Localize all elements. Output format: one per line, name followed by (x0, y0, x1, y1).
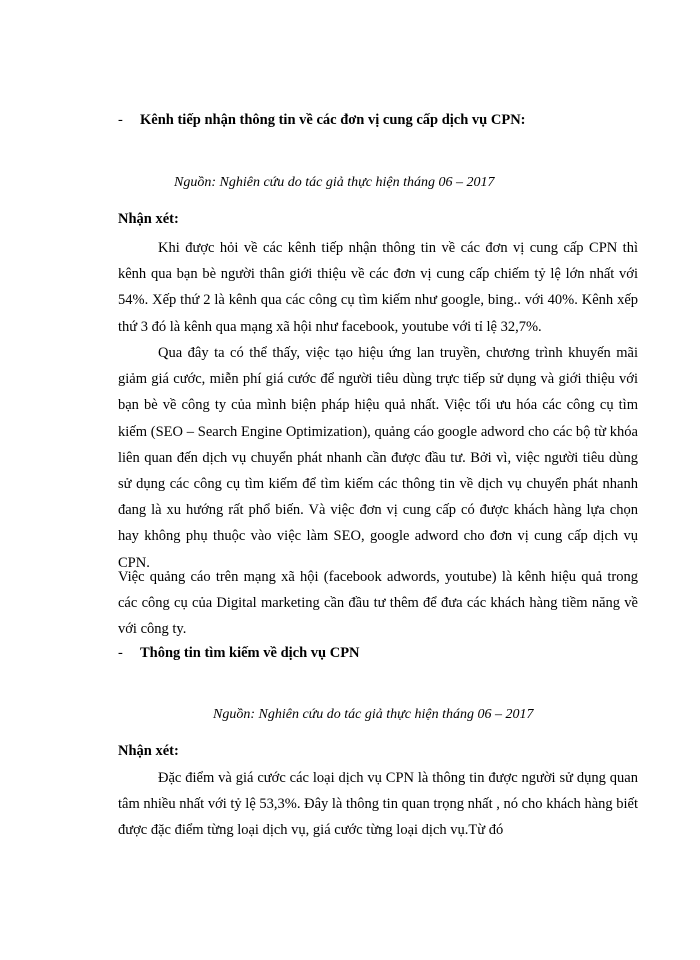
section-heading-search-info (118, 645, 360, 662)
paragraph-text: Qua đây ta có thể thấy, việc tạo hiệu ứng lan truyền, chương trình khuyến mãi giảm giá cước, miễn phí giá cước để người tiêu dùng trực tiếp sử dụng và giới thiệu với bạn bè về công ty của mình biện pháp hiệu quả nhất. Việc tối ưu hóa các công cụ tìm kiếm (SEO – Search Engine Optimization), quảng cáo google adword cho các bộ từ khóa liên quan đến dịch vụ chuyển phát nhanh cần được đầu tư. Bởi vì, việc người tiêu dùng sử dụng các công cụ tìm kiếm để tìm kiếm các thông tin về dịch vụ chuyển phát nhanh đang là xu hướng rất phổ biến. Và việc đơn vị cung cấp có được khách hàng lựa chọn hay không phụ thuộc vào việc làm SEO, google adword cho đơn vị cung cấp dịch vụ CPN. (118, 345, 638, 571)
section-heading-channels (118, 112, 526, 129)
remark-label: Nhận xét: (118, 211, 179, 227)
section-heading-text: Thông tin tìm kiếm về dịch vụ CPN (140, 645, 360, 661)
bullet-dash: - (118, 645, 123, 661)
source-caption: Nguồn: Nghiên cứu do tác giả thực hiện tháng 06 – 2017 (213, 707, 534, 722)
source-caption: Nguồn: Nghiên cứu do tác giả thực hiện tháng 06 – 2017 (174, 175, 495, 190)
paragraph-text: Khi được hỏi về các kênh tiếp nhận thông tin về các đơn vị cung cấp CPN thì kênh qua bạn bè người thân giới thiệu về các đơn vị cung cấp chiếm tỷ lệ lớn nhất với 54%. Xếp thứ 2 là kênh qua các công cụ tìm kiếm như google, bing.. với 40%. Kênh xếp thứ 3 đó là kênh qua mạng xã hội như facebook, youtube với tỉ lệ 32,7%. (118, 240, 638, 335)
bullet-dash: - (118, 112, 123, 128)
paragraph (118, 564, 638, 643)
remark-label: Nhận xét: (118, 743, 179, 759)
paragraph (118, 340, 638, 576)
paragraph-text: Việc quảng cáo trên mạng xã hội (facebook adwords, youtube) là kênh hiệu quả trong các công cụ của Digital marketing cần đầu tư thêm để đưa các khách hàng tiềm năng về với công ty. (118, 569, 638, 638)
paragraph-text: Đặc điểm và giá cước các loại dịch vụ CPN là thông tin được người sử dụng quan tâm nhiều nhất với tỷ lệ 53,3%. Đây là thông tin quan trọng nhất , nó cho khách hàng biết được đặc điểm từng loại dịch vụ, giá cước từng loại dịch vụ.Từ đó (118, 770, 638, 839)
section-heading-text: Kênh tiếp nhận thông tin về các đơn vị cung cấp dịch vụ CPN: (140, 112, 526, 128)
paragraph (118, 765, 638, 844)
paragraph (118, 235, 638, 340)
